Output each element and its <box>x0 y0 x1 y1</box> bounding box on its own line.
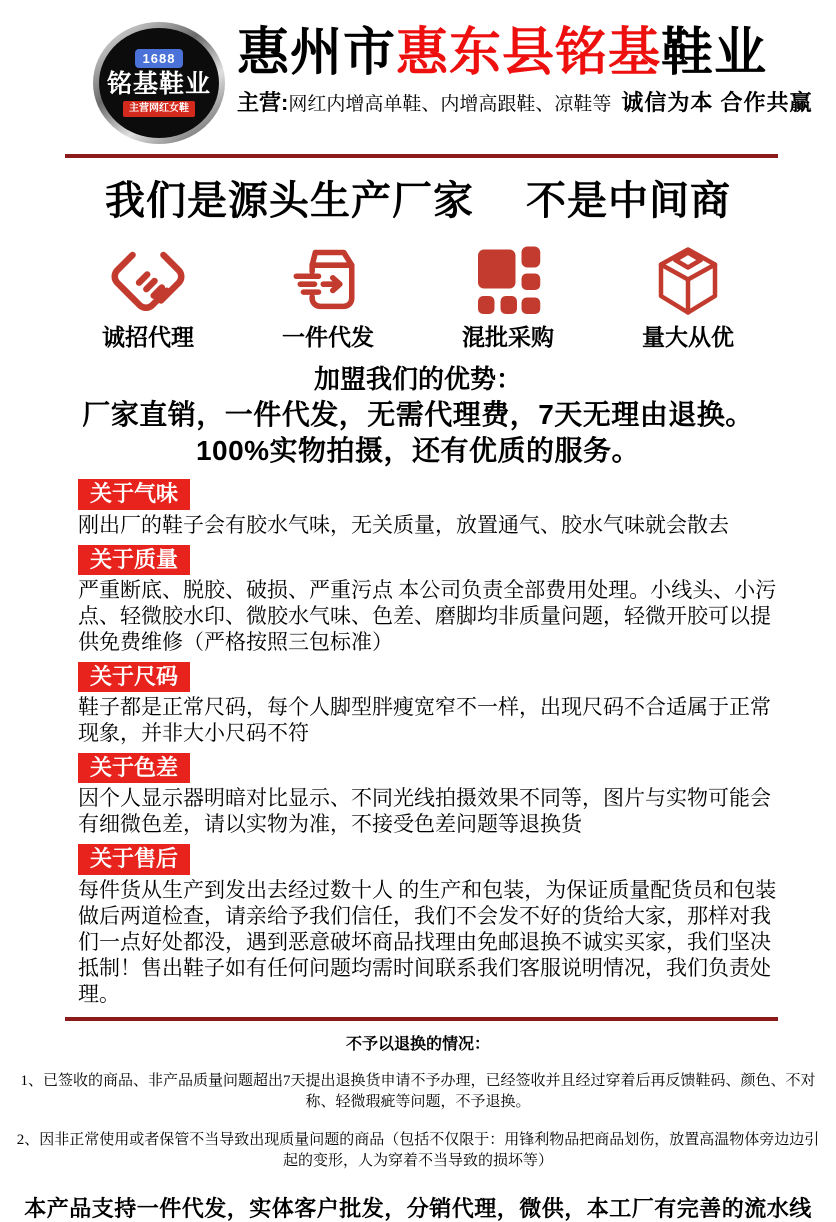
advantages-line-2: 100%实物拍摄，还有优质的服务。 <box>195 435 641 467</box>
footer-statement: 本产品支持一件代发，实体客户批发，分销代理，微供，本工厂有完善的流水线 <box>24 1195 812 1221</box>
subtitle-slogan: 诚信为本 合作共赢 <box>621 90 813 116</box>
subtitle-label: 主营: <box>237 90 289 116</box>
section-badge-smell: 关于气味 <box>78 479 190 509</box>
company-logo <box>93 22 225 144</box>
handshake-icon <box>109 242 187 320</box>
section-size <box>78 662 780 746</box>
logo-banner: 主营网红女鞋 <box>123 101 195 117</box>
company-logo-inner <box>99 28 219 138</box>
advantages-block <box>0 365 836 467</box>
header-text <box>237 22 813 117</box>
logo-company-name: 铭基鞋业 <box>106 70 211 98</box>
section-text-quality: 严重断底、脱胶、破损、严重污点 本公司负责全部费用处理。小线头、小污点、轻微胶水印、微胶水气味、色差、磨脚均非质量问题，轻微开胶可以提供免费维修（严格按照三包标准） <box>78 577 777 654</box>
section-quality <box>78 545 780 655</box>
info-sections <box>78 479 780 1006</box>
feature-bulk-discount <box>628 242 748 349</box>
feature-dropship <box>268 242 388 349</box>
section-text-size: 鞋子都是正常尺码，每个人脚型胖瘦宽窄不一样，出现尺码不合适属于正常现象，并非大小尺码不符 <box>78 695 771 746</box>
bottom-divider <box>65 1017 778 1021</box>
section-text-color-difference: 因个人显示器明暗对比显示、不同光线拍摄效果不同等，图片与实物可能会有细微色差，请以实物为准，不接受色差问题等退换货 <box>78 786 771 837</box>
section-badge-quality: 关于质量 <box>78 545 190 575</box>
grid-squares-icon <box>472 242 544 320</box>
section-smell <box>78 479 780 537</box>
hero-title: 我们是源头生产厂家 不是中间商 <box>105 178 731 223</box>
company-title-part-1: 惠州市 <box>237 24 397 82</box>
company-title-part-2: 惠东县铭基 <box>396 24 662 82</box>
returns-block <box>0 1035 836 1172</box>
section-badge-size: 关于尺码 <box>78 662 190 692</box>
header <box>0 0 836 144</box>
feature-label-mixed-batch: 混批采购 <box>462 324 554 350</box>
returns-item-2: 2、因非正常使用或者保管不当导致出现质量问题的商品（包括不仅限于：用锋利物品把商品划伤，放置高温物体旁边边引起的变形，人为穿着不当导致的损坏等） <box>16 1131 820 1169</box>
feature-mixed-batch <box>448 242 568 349</box>
section-color-difference <box>78 753 780 837</box>
features-row <box>0 242 836 349</box>
section-text-smell: 刚出厂的鞋子会有胶水气味，无关质量，放置通气、胶水气味就会散去 <box>78 512 729 537</box>
section-text-after-sale: 每件货从生产到发出去经过数十人 的生产和包装，为保证质量配货员和包装做后两道检查，请亲给予我们信任，我们不会发不好的货给大家，那样对我们一点好处都没，遇到恶意破坏商品找理由免邮退换不诚实买家，我们坚决抵制！售出鞋子如有任何问题均需时间联系我们客服说明情况，我们负责处理。 <box>78 877 777 1006</box>
header-divider <box>65 154 778 158</box>
feature-label-bulk-discount: 量大从优 <box>642 324 734 350</box>
company-title <box>237 24 806 82</box>
advantages-line-1: 厂家直销，一件代发，无需代理费，7天无理由退换。 <box>82 398 754 430</box>
section-badge-after-sale: 关于售后 <box>78 844 190 874</box>
company-subtitle <box>237 86 813 117</box>
feature-agent <box>88 242 208 349</box>
logo-1688-badge: 1688 <box>135 49 184 68</box>
returns-item-1: 1、已签收的商品、非产品质量问题超出7天提出退换货申请不予办理，已经签收并且经过穿着后再反馈鞋码、颜色、不对称、轻微瑕疵等问题，不予退换。 <box>20 1072 816 1110</box>
cube-icon <box>652 242 724 320</box>
box-arrow-icon <box>290 242 366 320</box>
company-title-part-3: 鞋业 <box>661 24 768 82</box>
advantages-title: 加盟我们的优势： <box>313 364 522 394</box>
section-badge-color-difference: 关于色差 <box>78 753 190 783</box>
subtitle-categories: 网红内增高单鞋、内增高跟鞋、凉鞋等 <box>288 94 612 116</box>
feature-label-dropship: 一件代发 <box>282 324 374 350</box>
returns-title: 不予以退换的情况： <box>345 1035 490 1053</box>
feature-label-agent: 诚招代理 <box>102 324 194 350</box>
section-after-sale <box>78 844 780 1006</box>
